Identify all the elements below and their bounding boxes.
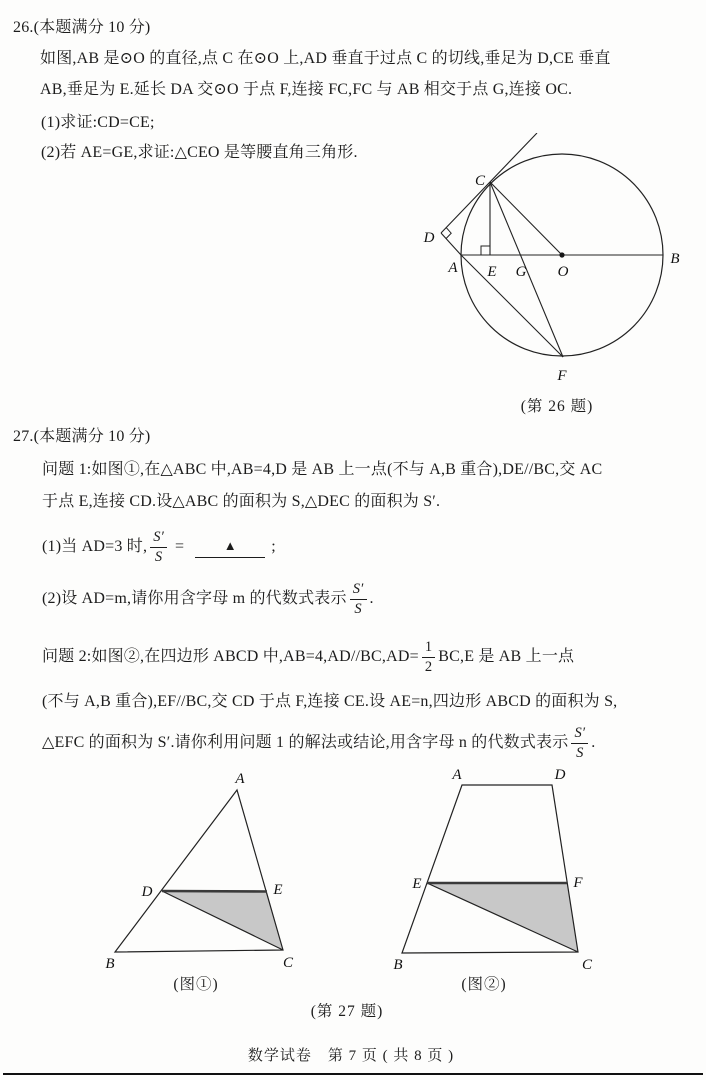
q2-line3-end: . xyxy=(591,734,596,752)
fraction-sprime-over-s: $\frac{S'}{S}$ xyxy=(350,581,367,616)
problem27-part2-line xyxy=(42,580,374,618)
segment-de xyxy=(162,891,267,892)
label-c: C xyxy=(581,957,593,973)
problem27-q2-line3 xyxy=(42,723,595,763)
problem26-heading: 26.(本题满分 10 分) xyxy=(13,19,151,36)
tangent-line xyxy=(441,133,537,233)
q2-line1-text-a: 问题 2:如图②,在四边形 ABCD 中,AB=4,AD//BC,AD= xyxy=(42,648,419,666)
radius-oc xyxy=(490,182,562,255)
problem26-figure-caption: (第 26 题) xyxy=(520,398,594,415)
problem27-figure2 xyxy=(388,763,603,975)
label-a: A xyxy=(452,767,462,783)
problem27-q1-line1: 问题 1:如图①,在△ABC 中,AB=4,D 是 AB 上一点(不与 A,B 重合),DE//BC,交 AC xyxy=(42,461,603,478)
problem26-part2: (2)若 AE=GE,求证:△CEO 是等腰直角三角形. xyxy=(41,144,358,161)
equals-sign: = xyxy=(175,538,185,556)
figure1-caption: (图①) xyxy=(173,976,219,993)
label-d: D xyxy=(554,767,566,783)
problem26-statement-line1: 如图,AB 是⊙O 的直径,点 C 在⊙O 上,AD 垂直于过点 C 的切线,垂足为 D,CE 垂直 xyxy=(40,50,611,67)
label-c: C xyxy=(282,955,294,971)
part1-end: ; xyxy=(271,538,276,556)
problem27-figures-caption: (第 27 题) xyxy=(310,1003,384,1020)
part2-text: (2)设 AD=m,请你用含字母 m 的代数式表示 xyxy=(42,590,347,608)
label-f: F xyxy=(573,875,583,891)
q2-line3-text-a: △EFC 的面积为 S′.请你利用问题 1 的解法或结论,用含字母 n 的代数式表示 xyxy=(42,734,569,752)
problem27-q2-line1 xyxy=(42,637,574,677)
fraction-one-half: $\frac{1}{2}$ xyxy=(422,639,435,674)
q2-line1-text-b: BC,E 是 AB 上一点 xyxy=(438,648,575,666)
label-b: B xyxy=(105,956,115,972)
problem27-figure1 xyxy=(88,763,313,975)
label-f: F xyxy=(557,368,567,384)
segment-ad xyxy=(441,233,461,255)
figure2-caption: (图②) xyxy=(461,976,507,993)
problem27-q1-line2: 于点 E,连接 CD.设△ABC 的面积为 S,△DEC 的面积为 S′. xyxy=(42,493,441,510)
right-angle-mark-e xyxy=(481,246,490,255)
label-a: A xyxy=(235,771,245,787)
part1-text: (1)当 AD=3 时, xyxy=(42,538,148,556)
problem27-heading: 27.(本题满分 10 分) xyxy=(13,428,151,445)
part2-end: . xyxy=(369,590,374,608)
label-c: C xyxy=(474,173,486,189)
label-d: D xyxy=(423,230,435,246)
label-g: G xyxy=(515,264,527,280)
problem27-part1-line xyxy=(42,528,276,566)
chord-cf xyxy=(490,182,563,357)
bottom-rule xyxy=(3,1073,703,1075)
label-e: E xyxy=(412,876,422,892)
center-dot-o xyxy=(559,252,564,257)
right-angle-mark-d xyxy=(446,228,451,239)
answer-blank: ▲ xyxy=(195,536,265,558)
page-footer: 数学试卷 第 7 页 ( 共 8 页 ) xyxy=(247,1048,455,1064)
label-o: O xyxy=(557,264,569,280)
segment-af xyxy=(461,255,563,357)
fraction-sprime-over-s: $\frac{S'}{S}$ xyxy=(571,725,588,760)
problem26-statement-line2: AB,垂足为 E.延长 DA 交⊙O 于点 F,连接 FC,FC 与 AB 相交于点 G,连接 OC. xyxy=(40,81,573,98)
problem26-part1: (1)求证:CD=CE; xyxy=(41,114,155,131)
problem27-q2-line2: (不与 A,B 重合),EF//BC,交 CD 于点 F,连接 CE.设 AE=n,四边形 ABCD 的面积为 S, xyxy=(42,693,618,710)
label-d: D xyxy=(141,884,153,900)
label-b: B xyxy=(393,957,403,973)
fraction-sprime-over-s: $\frac{S'}{S}$ xyxy=(150,529,167,564)
problem26-figure xyxy=(408,133,704,388)
label-e: E xyxy=(487,264,497,280)
label-a: A xyxy=(448,260,458,276)
label-e: E xyxy=(273,882,283,898)
label-b: B xyxy=(670,251,680,267)
